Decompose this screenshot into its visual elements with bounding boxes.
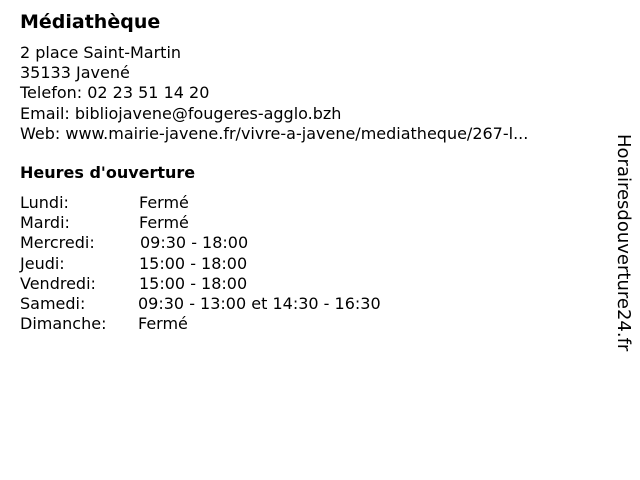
address-block bbox=[20, 43, 528, 144]
day-label: Lundi: bbox=[20, 193, 69, 212]
day-label: Mercredi: bbox=[20, 233, 95, 253]
time-value: 15:00 - 18:00 bbox=[139, 273, 248, 293]
day-label: Mardi: bbox=[20, 213, 70, 233]
day-label: Jeudi: bbox=[20, 253, 65, 273]
opening-hours-heading: Heures d'ouverture bbox=[20, 163, 196, 182]
time-value: Fermé bbox=[139, 213, 189, 233]
day-label: Vendredi: bbox=[20, 273, 96, 293]
postal-city: 35133 Javené bbox=[20, 63, 130, 83]
day-label: Dimanche: bbox=[20, 314, 107, 334]
time-value: Fermé bbox=[138, 314, 188, 334]
site-watermark bbox=[611, 134, 635, 368]
email-address: Email: bibliojavene@fougeres-agglo.bzh bbox=[20, 103, 342, 123]
time-value: 09:30 - 13:00 et 14:30 - 16:30 bbox=[138, 293, 381, 313]
watermark-text: Horairesdouverture24.fr bbox=[613, 134, 634, 352]
time-value: 09:30 - 18:00 bbox=[140, 233, 249, 253]
street-address: 2 place Saint-Martin bbox=[20, 43, 182, 62]
website-url: Web: www.mairie-javene.fr/vivre-a-javene/mediatheque/267-l... bbox=[20, 123, 529, 143]
page-title: Médiathèque bbox=[20, 11, 161, 33]
phone-number: Telefon: 02 23 51 14 20 bbox=[20, 83, 210, 103]
day-label: Samedi: bbox=[20, 293, 86, 313]
time-value: Fermé bbox=[139, 193, 189, 212]
time-value: 15:00 - 18:00 bbox=[139, 253, 248, 273]
